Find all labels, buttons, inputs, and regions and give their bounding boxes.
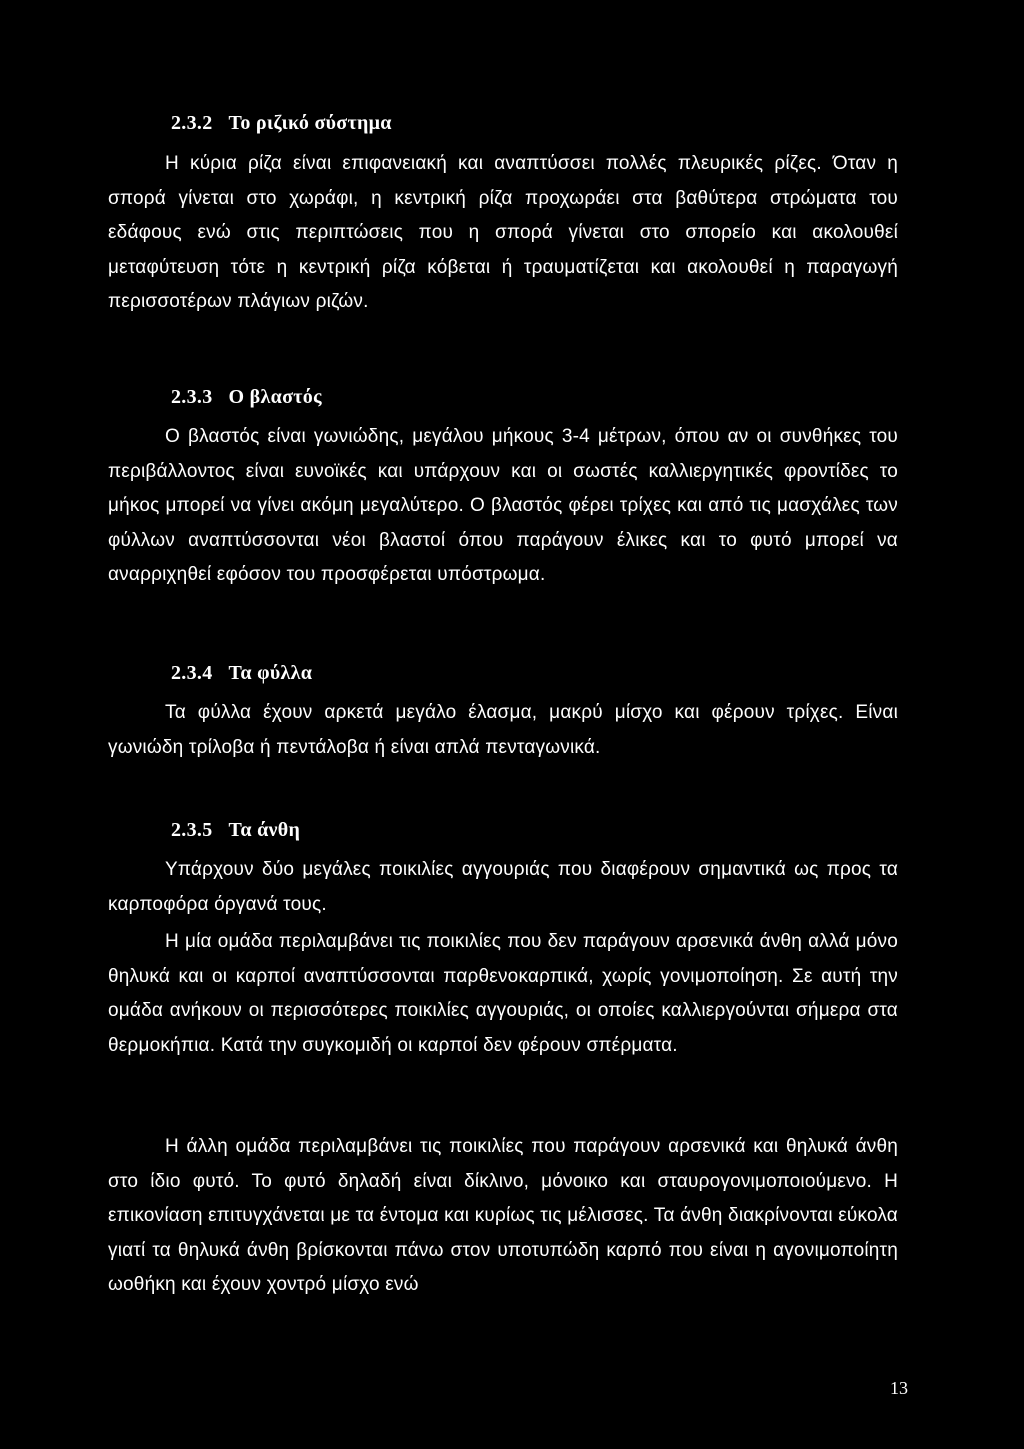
section-title: Το ριζικό σύστημα [228, 112, 392, 134]
section-title: Τα άνθη [228, 819, 301, 841]
section-heading-2-3-2 [171, 112, 392, 135]
section-heading-2-3-5 [171, 819, 300, 842]
section-heading-2-3-3 [171, 386, 322, 409]
paragraph: Η μία ομάδα περιλαμβάνει τις ποικιλίες που δεν παράγουν αρσενικά άνθη αλλά μόνο θηλυκά και οι καρποί αναπτύσσονται παρθενοκαρπικά, χωρίς γονιμοποίηση. Σε αυτή την ομάδα ανήκουν οι περισσότερες ποικιλίες αγγουριάς, οι οποίες καλλιεργούνται σήμερα στα θερμοκήπια. Κατά την συγκομιδή οι καρποί δεν φέρουν σπέρματα. [108, 931, 898, 1056]
page-number: 13 [890, 1378, 908, 1398]
paragraph: Η άλλη ομάδα περιλαμβάνει τις ποικιλίες που παράγουν αρσενικά και θηλυκά άνθη στο ίδιο φυτό. Το φυτό δηλαδή είναι δίκλινο, μόνοικο και σταυρογονιμοποιούμενο. Η επικονίαση επιτυγχάνεται με τα έντομα και κυρίως τις μέλισσες. Τα άνθη διακρίνονται εύκολα γιατί τα θηλυκά άνθη βρίσκονται πάνω στον υποτυπώδη καρπό που είναι η αγονιμοποίητη ωοθήκη και έχουν χοντρό μίσχο ενώ [108, 1136, 898, 1295]
section-number: 2.3.4 [171, 662, 213, 684]
section-number: 2.3.5 [171, 819, 213, 841]
section-title: Ο βλαστός [228, 386, 322, 408]
section-number: 2.3.3 [171, 386, 213, 408]
paragraph: Η κύρια ρίζα είναι επιφανειακή και αναπτύσσει πολλές πλευρικές ρίζες. Όταν η σπορά γίνεται στο χωράφι, η κεντρική ρίζα προχωράει στα βαθύτερα στρώματα του εδάφους ενώ στις περιπτώσεις που η σπορά γίνεται στο σπορείο και ακολουθεί μεταφύτευση τότε η κεντρική ρίζα κόβεται ή τραυματίζεται και ακολουθεί η παραγωγή περισσοτέρων πλάγιων ριζών. [108, 153, 898, 312]
section-heading-2-3-4 [171, 662, 312, 685]
section-title: Τα φύλλα [228, 662, 313, 684]
section-number: 2.3.2 [171, 112, 213, 134]
paragraph: Τα φύλλα έχουν αρκετά μεγάλο έλασμα, μακρύ μίσχο και φέρουν τρίχες. Είναι γωνιώδη τρίλοβα ή πεντάλοβα ή είναι απλά πενταγωνικά. [108, 702, 898, 758]
paragraph: Ο βλαστός είναι γωνιώδης, μεγάλου μήκους 3-4 μέτρων, όπου αν οι συνθήκες του περιβάλλοντος είναι ευνοϊκές και υπάρχουν και οι σωστές καλλιεργητικές φροντίδες το μήκος μπορεί να γίνει ακόμη μεγαλύτερο. Ο βλαστός φέρει τρίχες και από τις μασχάλες των φύλλων αναπτύσσονται νέοι βλαστοί όπου παράγουν έλικες και το φυτό μπορεί να αναρριχηθεί εφόσον του προσφέρεται υπόστρωμα. [108, 426, 898, 585]
paragraph: Υπάρχουν δύο μεγάλες ποικιλίες αγγουριάς που διαφέρουν σημαντικά ως προς τα καρποφόρα όργανά τους. [108, 859, 898, 915]
